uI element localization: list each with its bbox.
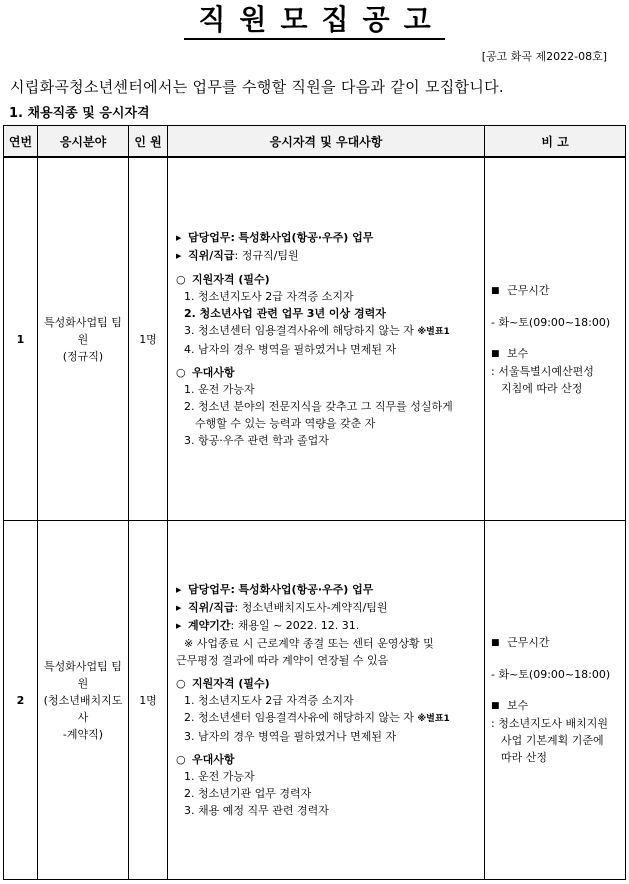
requirement-item: 3. 남자의 경우 병역을 필하였거나 면제된 자 bbox=[184, 730, 397, 743]
preference-heading: ○ 우대사항 bbox=[176, 753, 235, 766]
page-title: 직원모집공고 bbox=[184, 2, 444, 40]
duty-line bbox=[176, 581, 478, 599]
row-number: 1 bbox=[4, 157, 38, 521]
requirement-item: 2. 청소년사업 관련 업무 3년 이상 경력자 bbox=[184, 307, 386, 320]
table-row bbox=[4, 521, 626, 880]
requirement-item: 2. 청소년센터 임용결격사유에 해당하지 않는 자 ※별표1 bbox=[184, 711, 450, 724]
triangle-bullet-icon: ▶ bbox=[176, 234, 182, 242]
row-count: 1명 bbox=[129, 521, 168, 880]
position-line bbox=[176, 247, 478, 265]
circle-bullet-icon: ○ bbox=[176, 273, 186, 286]
preference-item: 2. 청소년기관 업무 경력자 bbox=[184, 787, 312, 800]
title-wrap bbox=[0, 2, 629, 40]
contract-note: 근무평정 결과에 따라 계약이 연장될 수 있음 bbox=[176, 654, 389, 667]
appendix-mark: ※별표1 bbox=[417, 714, 450, 724]
preference-item: 1. 운전 가능자 bbox=[184, 770, 255, 783]
row-note bbox=[485, 157, 626, 521]
requirement-item: 1. 청소년지도사 2급 자격증 소지자 bbox=[184, 290, 354, 303]
contract-note: ※ 사업종료 시 근로계약 종결 또는 센터 운영상황 및 bbox=[184, 637, 434, 650]
preference-heading: ○ 우대사항 bbox=[176, 366, 235, 379]
section-title: 1. 채용직종 및 응시자격 bbox=[9, 106, 150, 121]
header-note: 비 고 bbox=[485, 126, 626, 158]
pay-line: 사업 기본계획 기준에 bbox=[501, 734, 604, 747]
contract-value: : 채용일 ~ 2022. 12. 31. bbox=[230, 619, 360, 632]
contract-line bbox=[176, 617, 478, 635]
requirements-heading: ○ 지원자격 (필수) bbox=[176, 273, 270, 286]
preference-item: 3. 채용 예정 직무 관련 경력자 bbox=[184, 804, 329, 817]
appendix-mark: ※별표1 bbox=[417, 327, 450, 337]
hours-value: - 화~토(09:00~18:00) bbox=[491, 315, 611, 329]
field-line: (청소년배치지도사 bbox=[43, 693, 123, 724]
requirements-heading: ○ 지원자격 (필수) bbox=[176, 677, 270, 690]
field-line: 특성화사업팀 팀원 bbox=[44, 315, 122, 346]
triangle-bullet-icon: ▶ bbox=[176, 252, 182, 260]
triangle-bullet-icon: ▶ bbox=[176, 604, 182, 612]
pay-line: 따라 산정 bbox=[501, 751, 548, 764]
pay-heading: ■ 보수 bbox=[491, 697, 621, 715]
duty-label: 담당업무: bbox=[188, 583, 235, 596]
square-bullet-icon: ■ bbox=[491, 348, 500, 359]
square-bullet-icon: ■ bbox=[491, 285, 500, 296]
duty-value: 특성화사업(항공·우주) 업무 bbox=[238, 583, 374, 596]
position-value: : 정규직/팀원 bbox=[234, 249, 299, 262]
requirement-item: 1. 청소년지도사 2급 자격증 소지자 bbox=[184, 694, 354, 707]
table-header-row bbox=[4, 126, 626, 158]
position-line bbox=[176, 599, 478, 617]
row-field bbox=[38, 521, 129, 880]
row-note bbox=[485, 521, 626, 880]
requirement-item: 4. 남자의 경우 병역을 필하였거나 면제된 자 bbox=[184, 343, 397, 356]
preference-item: 2. 청소년 분야의 전문지식을 갖추고 그 직무를 성실하게 bbox=[184, 400, 453, 413]
position-label: 직위/직급 bbox=[188, 601, 235, 614]
hours-value: - 화~토(09:00~18:00) bbox=[491, 668, 611, 681]
row-number: 2 bbox=[4, 521, 38, 880]
row-field bbox=[38, 157, 129, 521]
table-row bbox=[4, 157, 626, 521]
row-qualification bbox=[168, 157, 485, 521]
pay-line: 지침에 따라 산정 bbox=[501, 381, 583, 395]
duty-value: 특성화사업(항공·우주) 업무 bbox=[238, 231, 374, 244]
square-bullet-icon: ■ bbox=[491, 638, 500, 648]
position-label: 직위/직급 bbox=[188, 249, 235, 262]
header-count: 인 원 bbox=[129, 126, 168, 158]
pay-line: : 서울특별시예산편성 bbox=[491, 364, 594, 378]
pay-line: : 청소년지도사 배치지원 bbox=[491, 717, 608, 730]
preference-item-cont: 수행할 수 있는 능력과 역량을 갖춘 자 bbox=[195, 417, 376, 430]
notice-reference: [공고 화곡 제2022-08호] bbox=[481, 50, 607, 63]
header-qualification: 응시자격 및 우대사항 bbox=[168, 126, 485, 158]
duty-line bbox=[176, 229, 478, 247]
row-qualification bbox=[168, 521, 485, 880]
circle-bullet-icon: ○ bbox=[176, 753, 186, 766]
duty-label: 담당업무: bbox=[188, 231, 235, 244]
preference-item: 3. 항공·우주 관련 학과 졸업자 bbox=[184, 434, 329, 447]
pay-heading: ■ 보수 bbox=[491, 345, 621, 363]
hours-heading: ■ 근무시간 bbox=[491, 282, 621, 300]
hours-heading: ■ 근무시간 bbox=[491, 634, 621, 652]
square-bullet-icon: ■ bbox=[491, 701, 500, 711]
triangle-bullet-icon: ▶ bbox=[176, 622, 182, 630]
position-value: : 청소년배치지도사-계약직/팀원 bbox=[234, 601, 388, 614]
field-line: (정규직) bbox=[62, 349, 104, 363]
circle-bullet-icon: ○ bbox=[176, 677, 186, 690]
row-count: 1명 bbox=[129, 157, 168, 521]
intro-text: 시립화곡청소년센터에서는 업무를 수행할 직원을 다음과 같이 모집합니다. bbox=[10, 78, 504, 96]
header-field: 응시분야 bbox=[38, 126, 129, 158]
header-no: 연번 bbox=[4, 126, 38, 158]
field-line: -계약직) bbox=[62, 727, 104, 741]
requirement-item: 3. 청소년센터 임용결격사유에 해당하지 않는 자 ※별표1 bbox=[184, 324, 450, 337]
recruitment-table bbox=[3, 125, 626, 880]
contract-label: 계약기간 bbox=[188, 619, 231, 632]
field-line: 특성화사업팀 팀원 bbox=[44, 659, 122, 690]
triangle-bullet-icon: ▶ bbox=[176, 586, 182, 594]
preference-item: 1. 운전 가능자 bbox=[184, 383, 255, 396]
circle-bullet-icon: ○ bbox=[176, 366, 186, 379]
